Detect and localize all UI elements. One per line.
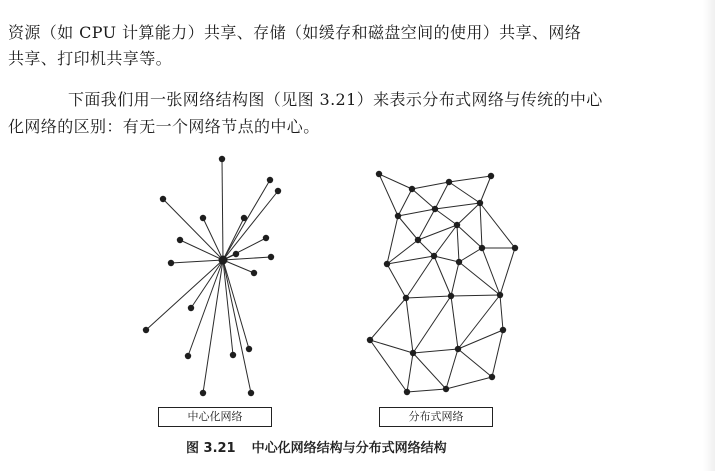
mesh-edge	[449, 176, 491, 182]
central-leaf-node	[168, 260, 174, 266]
mesh-node	[443, 386, 449, 392]
mesh-edge	[449, 182, 480, 203]
central-spoke-edge	[223, 260, 233, 355]
mesh-edge	[398, 216, 418, 240]
mesh-edge	[458, 330, 503, 349]
mesh-edge	[406, 296, 451, 298]
central-leaf-node	[268, 254, 274, 260]
central-leaf-node	[230, 352, 236, 358]
central-leaf-node	[251, 270, 257, 276]
mesh-node	[488, 173, 494, 179]
central-spoke-edge	[203, 260, 223, 393]
mesh-node	[448, 293, 454, 299]
central-spoke-edge	[223, 260, 251, 393]
mesh-edge	[379, 174, 412, 189]
mesh-edge	[480, 203, 482, 248]
mesh-edge	[370, 340, 407, 392]
mesh-edge	[492, 330, 503, 377]
central-spoke-edge	[180, 240, 223, 260]
mesh-edge	[434, 256, 459, 262]
mesh-node	[431, 253, 437, 259]
central-spoke-edge	[223, 260, 254, 273]
mesh-node	[446, 179, 452, 185]
mesh-node	[403, 295, 409, 301]
mesh-node	[395, 213, 401, 219]
central-spoke-edge	[163, 199, 223, 260]
mesh-edge	[370, 340, 413, 353]
central-leaf-node	[233, 251, 239, 257]
mesh-node	[454, 222, 460, 228]
mesh-edge	[387, 264, 406, 298]
central-leaf-node	[143, 327, 149, 333]
mesh-node	[497, 292, 503, 298]
mesh-node	[404, 389, 410, 395]
mesh-node	[432, 206, 438, 212]
mesh-node	[409, 186, 415, 192]
central-leaf-node	[219, 156, 225, 162]
mesh-edge	[457, 203, 480, 225]
mesh-edge	[406, 298, 413, 353]
paragraph-2-line-1: 下面我们用一张网络结构图（见图 3.21）来表示分布式网络与传统的中心	[68, 90, 603, 109]
mesh-edge	[413, 353, 446, 389]
mesh-edge	[387, 256, 434, 264]
mesh-node	[456, 259, 462, 265]
paragraph-1-line-1: 资源（如 CPU 计算能力）共享、存储（如缓存和磁盘空间的使用）共享、网络	[8, 23, 582, 42]
mesh-edge	[500, 295, 503, 330]
mesh-edge	[398, 189, 412, 216]
figure-number: 图 3.21	[186, 441, 236, 456]
mesh-edge	[418, 209, 435, 240]
mesh-edge	[413, 296, 451, 353]
mesh-node	[489, 374, 495, 380]
central-hub-node	[219, 256, 228, 265]
mesh-node	[376, 171, 382, 177]
paragraph-2-line-2: 化网络的区别：有无一个网络节点的中心。	[8, 117, 320, 136]
central-leaf-node	[267, 177, 273, 183]
mesh-edge	[412, 182, 449, 189]
mesh-node	[477, 200, 483, 206]
mesh-edge	[459, 248, 482, 262]
mesh-node	[479, 245, 485, 251]
central-leaf-node	[188, 305, 194, 311]
mesh-edge	[451, 262, 459, 296]
central-leaf-node	[200, 390, 206, 396]
central-leaf-node	[185, 353, 191, 359]
mesh-edge	[457, 225, 459, 262]
central-spoke-edge	[223, 191, 278, 260]
distributed-network-label: 分布式网络	[379, 407, 493, 427]
mesh-edge	[435, 182, 449, 209]
central-spoke-edge	[171, 260, 223, 263]
central-leaf-node	[177, 237, 183, 243]
centralized-network-diagram	[143, 156, 281, 396]
mesh-edge	[370, 298, 406, 340]
mesh-node	[410, 350, 416, 356]
mesh-edge	[500, 248, 515, 295]
mesh-edge	[458, 295, 500, 349]
mesh-node	[512, 245, 518, 251]
figure-caption	[186, 437, 447, 456]
central-leaf-node	[160, 196, 166, 202]
central-spoke-edge	[222, 159, 223, 260]
page-edge-shadow	[703, 0, 715, 471]
mesh-edge	[446, 377, 492, 389]
mesh-edge	[418, 240, 434, 256]
mesh-edge	[412, 189, 435, 209]
mesh-node	[384, 261, 390, 267]
mesh-edge	[435, 209, 457, 225]
central-spoke-edge	[191, 260, 223, 308]
mesh-edge	[446, 349, 458, 389]
mesh-edge	[480, 203, 515, 248]
mesh-node	[500, 327, 506, 333]
central-leaf-node	[200, 215, 206, 221]
mesh-edge	[413, 349, 458, 353]
mesh-node	[415, 237, 421, 243]
central-leaf-node	[241, 215, 247, 221]
central-spoke-edge	[223, 260, 249, 349]
mesh-node	[367, 337, 373, 343]
central-leaf-node	[248, 390, 254, 396]
mesh-edge	[407, 353, 413, 392]
mesh-edge	[406, 256, 434, 298]
central-spoke-edge	[146, 260, 223, 330]
central-leaf-node	[246, 346, 252, 352]
mesh-edge	[458, 349, 492, 377]
central-leaf-node	[263, 235, 269, 241]
distributed-network-diagram	[367, 171, 518, 395]
paragraph-1-line-2: 共享、打印机共享等。	[8, 49, 173, 68]
mesh-edge	[480, 176, 491, 203]
mesh-edge	[379, 174, 398, 216]
mesh-node	[455, 346, 461, 352]
mesh-edge	[451, 295, 500, 296]
mesh-edge	[435, 203, 480, 209]
mesh-edge	[398, 209, 435, 216]
central-spoke-edge	[203, 218, 223, 260]
mesh-edge	[407, 389, 446, 392]
central-spoke-edge	[223, 257, 271, 260]
mesh-edge	[457, 225, 482, 248]
figure-caption-text: 中心化网络结构与分布式网络结构	[251, 441, 447, 456]
mesh-edge	[434, 256, 451, 296]
central-leaf-node	[275, 188, 281, 194]
mesh-edge	[451, 296, 458, 349]
centralized-network-label: 中心化网络	[158, 407, 272, 427]
